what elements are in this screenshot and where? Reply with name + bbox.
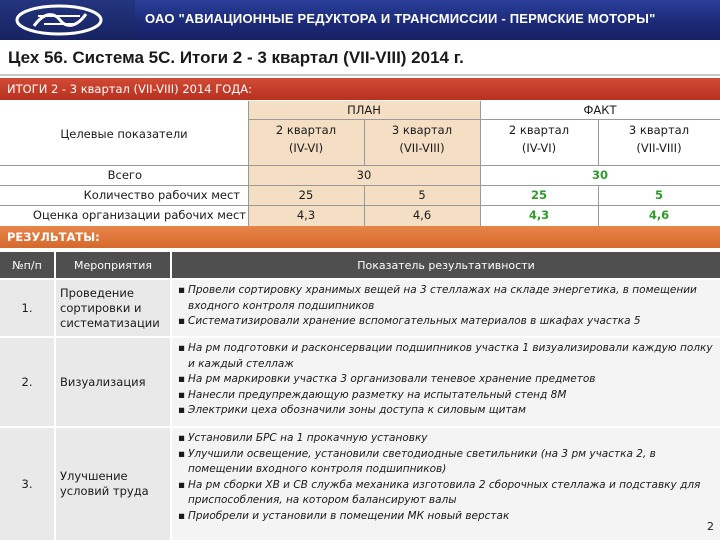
kpi-cell: 4,6 (648, 208, 670, 222)
header-num: №п/п (0, 252, 54, 278)
activities-table (0, 252, 720, 540)
result-cell (172, 338, 720, 426)
header-bar (0, 0, 720, 40)
kpi-col-header: Целевые показатели (60, 126, 188, 141)
kpi-total-fact: 30 (591, 167, 608, 182)
grid-line (248, 119, 720, 120)
kpi-cell: 4,3 (528, 208, 550, 222)
row-number: 3. (0, 428, 54, 540)
result-bullet: ▪ На рм маркировки участка 3 организовали теневое хранение предметов (178, 373, 596, 385)
fact-header: ФАКТ (583, 102, 617, 117)
kpi-cell: 5 (654, 187, 663, 202)
logo-area (0, 0, 135, 40)
activity-name: Улучшение условий труда (56, 428, 170, 540)
result-bullet: ▪ Установили БРС на 1 прокачную установку (178, 432, 428, 444)
plan-q2-range: (IV-VI) (288, 140, 324, 155)
title-divider (0, 74, 720, 76)
result-bullet: ▪ На рм сборки ХВ и СВ служба механика изготовила 2 сборочных стеллажа и подставку для приспособления, на котором балансируют валы (178, 478, 701, 506)
page-number: 2 (707, 520, 714, 533)
plan-q3-range: (VII-VIII) (399, 140, 445, 155)
fact-q2-range: (IV-VI) (521, 140, 557, 155)
fact-q3-label: 3 квартал (628, 122, 690, 137)
kpi-row-label: Количество рабочих мест (83, 187, 240, 202)
header-activity: Мероприятия (56, 252, 170, 278)
kpi-cell: 25 (298, 187, 314, 202)
grid-line (248, 101, 249, 226)
result-bullet: ▪ Улучшили освещение, установили светодиодные светильники (на 3 рм участка 2, в помещении входного контроля подшипников) (178, 447, 656, 475)
plan-q2-label: 2 квартал (275, 122, 337, 137)
result-bullet: ▪ Приобрели и установили в помещении МК новый верстак (178, 509, 510, 522)
row-number: 1. (0, 280, 54, 336)
page-title: Цех 56. Система 5С. Итоги 2 - 3 квартал (VII-VIII) 2014 г. (8, 48, 464, 67)
grid-line (364, 119, 365, 165)
result-bullet: ▪ Систематизировали хранение вспомогательных материалов в шкафах участка 5 (178, 315, 641, 327)
activity-name: Визуализация (56, 338, 170, 426)
grid-line (598, 119, 599, 165)
row-number: 2. (0, 338, 54, 426)
result-cell (172, 280, 720, 336)
grid-line (364, 185, 365, 226)
kpi-cell: 4,6 (412, 208, 432, 222)
kpi-total-plan: 30 (356, 167, 372, 182)
plan-header: ПЛАН (347, 102, 381, 117)
result-bullet: ▪ Нанесли предупреждающую разметку на испытательный стенд 8М (178, 388, 567, 401)
result-bullet: ▪ Электрики цеха обозначили зоны доступа к силовым щитам (178, 404, 526, 416)
summary-bar: ИТОГИ 2 - 3 квартал (VII-VIII) 2014 ГОДА: (0, 78, 720, 100)
results-bar: РЕЗУЛЬТАТЫ: (0, 226, 720, 248)
fact-q2-label: 2 квартал (508, 122, 570, 137)
company-name: ОАО "АВИАЦИОННЫЕ РЕДУКТОРА И ТРАНСМИССИИ - ПЕРМСКИЕ МОТОРЫ" (145, 11, 656, 26)
result-bullet: ▪ На рм подготовки и расконсервации подшипников участка 1 визуализировали каждую полку и каждый стеллаж (178, 342, 713, 370)
result-cell (172, 428, 720, 540)
kpi-row-label: Оценка организации рабочих мест (32, 208, 246, 222)
header-result: Показатель результативности (172, 252, 720, 278)
grid-line (598, 185, 599, 226)
result-bullet: ▪ Провели сортировку хранимых вещей на 3 стеллажах на складе энергетика, в помещении входного контроля подшипников (178, 284, 697, 312)
plan-q3-label: 3 квартал (391, 122, 453, 137)
kpi-cell: 5 (418, 187, 426, 202)
kpi-row-label: Всего (107, 167, 142, 182)
activity-name: Проведение сортировки и систематизации (56, 280, 170, 336)
kpi-cell: 4,3 (296, 208, 316, 222)
company-emblem-icon (14, 4, 104, 36)
kpi-table (0, 101, 720, 226)
fact-q3-range: (VII-VIII) (636, 140, 682, 155)
kpi-cell: 25 (530, 187, 547, 202)
grid-line (0, 165, 720, 166)
grid-line (0, 205, 720, 206)
grid-line (0, 185, 720, 186)
grid-line (480, 101, 481, 226)
